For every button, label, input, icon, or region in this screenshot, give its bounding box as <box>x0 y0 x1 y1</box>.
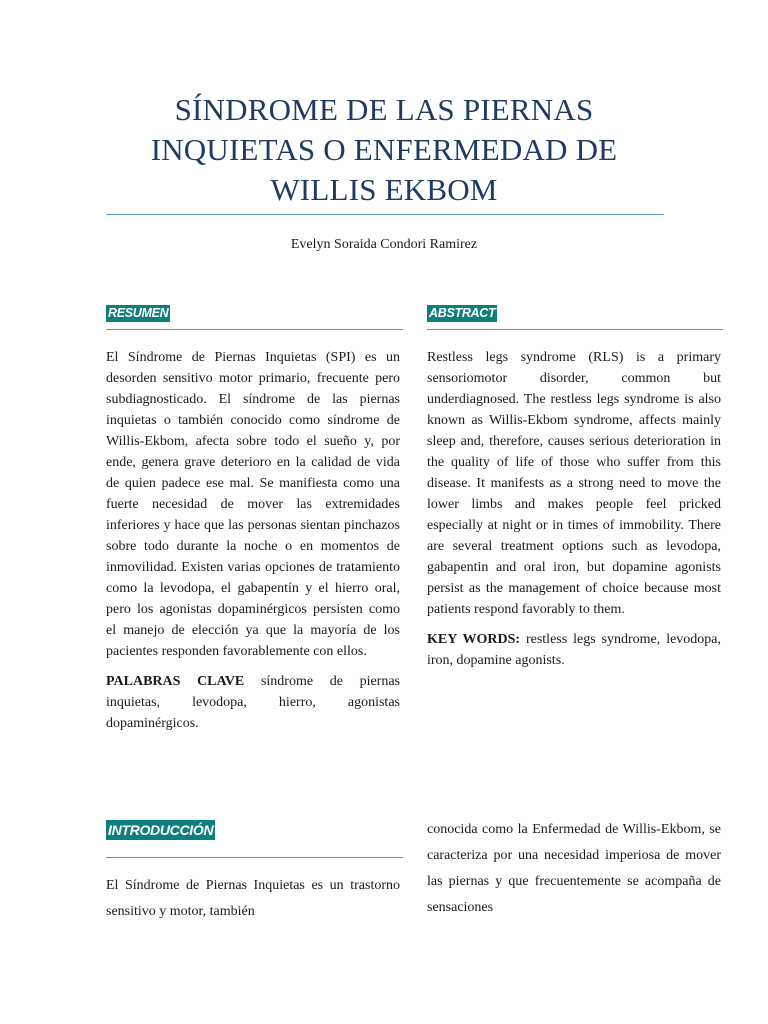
introduccion-label: INTRODUCCIÓN <box>108 822 214 838</box>
author-name: Evelyn Soraida Condori Ramirez <box>290 237 478 252</box>
abstract-label: ABSTRACT <box>429 306 496 320</box>
abstract-divider <box>427 329 723 330</box>
title-line-2: INQUIETAS O ENFERMEDAD DE <box>150 132 618 167</box>
abstract-keywords-paragraph <box>427 629 721 671</box>
resumen-body: El Síndrome de Piernas Inquietas (SPI) es un desorden sensitivo motor primario, frecuente pero subdiagnosticado. El síndrome de las piernas inquietas o también conocido como síndrome de Willis-Ekbom, afecta sobre todo el sueño y, por ende, genera grave deterioro en la calidad de vida de quien padece ese mal. Se manifiesta como una fuerte necesidad de mover las extremidades inferiores y hace que las personas sientan pinchazos sobre todo durante la noche o en momentos de inmovilidad. Existen varias opciones de tratamiento como la levodopa, el gabapentín y el hierro oral, pero los agonistas dopaminérgicos persisten como el manejo de elección ya que la mayoría de los pacientes responden favorablemente con ellos. <box>106 350 400 659</box>
paper-title <box>106 90 662 210</box>
abstract-body: Restless legs syndrome (RLS) is a primary sensoriomotor disorder, common but underdiagnosed. The restless legs syndrome is also known as Willis-Ekbom syndrome, affects mainly sleep and, therefore, causes serious deterioration in the quality of life of those who suffer from this disease. It manifests as a strong need to move the lower limbs and makes people feel pricked especially at night or in times of immobility. There are several treatment options such as levodopa, gabapentin and oral iron, but dopamine agonists persist as the management of choice because most patients respond favorably to them. <box>427 350 721 617</box>
title-line-1: SÍNDROME DE LAS PIERNAS <box>174 92 594 127</box>
resumen-label: RESUMEN <box>108 306 169 320</box>
resumen-keywords-paragraph <box>106 671 400 734</box>
introduccion-divider <box>106 857 403 858</box>
resumen-keywords-label: PALABRAS CLAVE <box>106 674 245 689</box>
abstract-keywords: restless legs syndrome, levodopa, iron, dopamine agonists. <box>427 632 722 668</box>
title-divider <box>106 214 664 215</box>
introduccion-right-text: conocida como la Enfermedad de Willis-Ekbom, se caracteriza por una necesidad imperiosa de mover las piernas y que frecuentemente se acompaña de sensaciones <box>427 822 721 915</box>
introduccion-left-text: El Síndrome de Piernas Inquietas es un trastorno sensitivo y motor, también <box>106 878 400 919</box>
abstract-section <box>427 347 721 671</box>
resumen-section <box>106 347 400 734</box>
resumen-keywords: síndrome de piernas inquietas, levodopa, hierro, agonistas dopaminérgicos. <box>106 674 400 731</box>
title-line-3: WILLIS EKBOM <box>270 172 498 207</box>
resumen-divider <box>106 329 403 330</box>
abstract-keywords-label: KEY WORDS: <box>427 632 521 647</box>
